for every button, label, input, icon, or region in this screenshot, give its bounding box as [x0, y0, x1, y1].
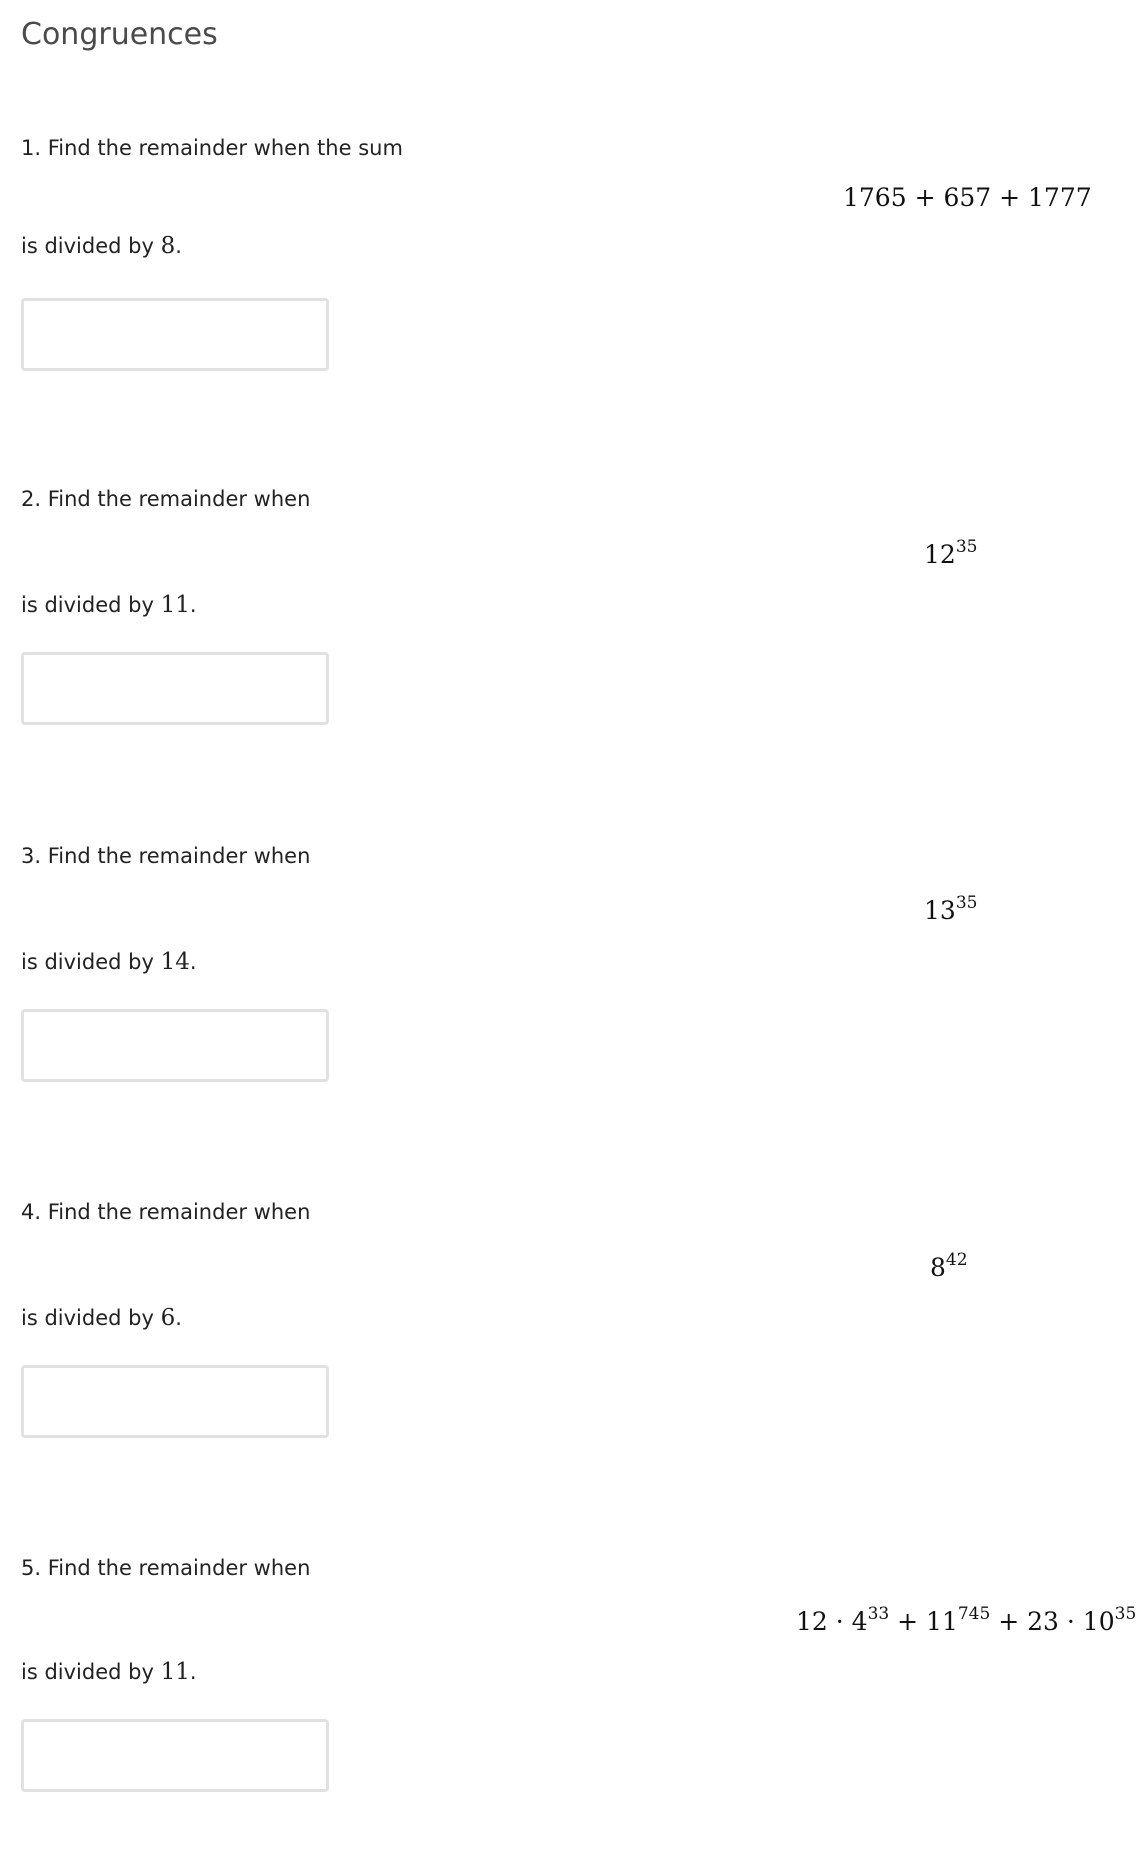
formula-base: 12 · 4 [796, 1607, 868, 1636]
divisor-suffix: . [189, 593, 197, 617]
formula-exponent: 745 [957, 1604, 991, 1624]
question-prompt: 5. Find the remainder when [21, 1556, 311, 1580]
divisor-value: 11 [160, 1659, 190, 1685]
question-4 [0, 1199, 1118, 1499]
question-formula [796, 1604, 1136, 1640]
divisor-prefix: is divided by [21, 1306, 161, 1330]
formula-base: 8 [930, 1253, 946, 1282]
formula-base: + 11 [889, 1607, 958, 1636]
formula-term: 1765 + 657 + 1777 [843, 183, 1092, 212]
divisor-prefix: is divided by [21, 950, 161, 974]
question-formula [924, 893, 978, 929]
divisor-prefix: is divided by [21, 234, 161, 258]
question-prompt: 1. Find the remainder when the sum [21, 136, 403, 160]
question-divisor-text [21, 1659, 197, 1685]
answer-input[interactable] [21, 298, 329, 371]
divisor-prefix: is divided by [21, 593, 161, 617]
question-prompt: 3. Find the remainder when [21, 844, 311, 868]
question-5 [0, 1555, 1136, 1855]
divisor-prefix: is divided by [21, 1660, 161, 1684]
question-1 [0, 135, 1118, 435]
divisor-suffix: . [189, 950, 197, 974]
answer-input[interactable] [21, 1365, 329, 1438]
question-divisor-text [21, 1305, 182, 1331]
formula-exponent: 35 [955, 893, 978, 913]
question-divisor-text [21, 592, 197, 618]
question-formula [843, 183, 1092, 213]
formula-exponent: 33 [867, 1604, 890, 1624]
formula-exponent: 35 [955, 537, 978, 557]
question-formula [930, 1250, 968, 1286]
question-divisor-text [21, 233, 182, 259]
question-formula [924, 537, 978, 573]
formula-base: + 23 · 10 [990, 1607, 1115, 1636]
formula-exponent: 42 [945, 1250, 968, 1270]
divisor-suffix: . [189, 1660, 197, 1684]
question-3 [0, 843, 1118, 1143]
answer-input[interactable] [21, 1719, 329, 1792]
page-title: Congruences [21, 17, 218, 52]
question-prompt: 2. Find the remainder when [21, 487, 311, 511]
divisor-value: 6 [160, 1305, 176, 1331]
question-prompt: 4. Find the remainder when [21, 1200, 311, 1224]
question-2 [0, 486, 1118, 786]
divisor-value: 11 [160, 592, 190, 618]
divisor-suffix: . [175, 1306, 182, 1330]
divisor-value: 8 [160, 233, 176, 259]
divisor-suffix: . [175, 234, 182, 258]
formula-base: 12 [924, 540, 956, 569]
question-divisor-text [21, 949, 197, 975]
divisor-value: 14 [160, 949, 190, 975]
answer-input[interactable] [21, 1009, 329, 1082]
formula-base: 13 [924, 896, 956, 925]
answer-input[interactable] [21, 652, 329, 725]
formula-exponent: 35 [1114, 1604, 1136, 1624]
